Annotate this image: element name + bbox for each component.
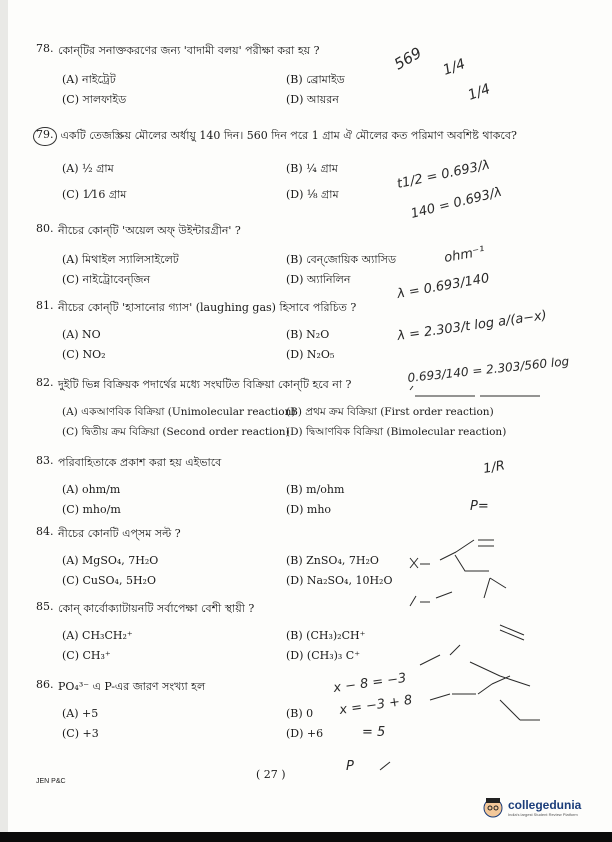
question-79 xyxy=(36,127,517,204)
option-b[interactable]: (B) m/ohm xyxy=(286,483,345,496)
note-formula-1: t1/2 = 0.693/λ xyxy=(395,157,492,192)
question-text: একটি তেজস্ক্রিয় মৌলের অর্ধায়ু 140 দিন। 560 দিন পরে 1 গ্রাম ঐ মৌলের কত পরিমাণ অবশিষ্ট থাকবে? xyxy=(60,129,517,142)
question-text: দুইটি ভিন্ন বিক্রিয়ক পদার্থের মধ্যে সংঘটিত বিক্রিয়া কোন্‌টি হবে না ? xyxy=(58,378,352,391)
option-a[interactable]: (A) একআণবিক বিক্রিয়া (Unimolecular reaction) xyxy=(62,406,296,418)
question-text: কোন্‌টির সনাক্তকরণের জন্য 'বাদামী বলয়' পরীক্ষা করা হয় ? xyxy=(58,44,320,57)
note-top-2: 1/4 xyxy=(440,56,468,79)
option-c[interactable]: (C) mho/m xyxy=(62,503,121,516)
option-d[interactable]: (D) অ্যানিলিন xyxy=(286,273,351,286)
note-formula-2: 140 = 0.693/λ xyxy=(409,184,504,222)
question-number: 80. xyxy=(36,222,54,235)
option-d[interactable]: (D) (CH₃)₃ C⁺ xyxy=(286,649,361,662)
question-82 xyxy=(36,376,506,441)
option-d[interactable]: (D) N₂O₅ xyxy=(286,348,335,361)
option-d[interactable]: (D) mho xyxy=(286,503,332,516)
option-c[interactable]: (C) CuSO₄, 5H₂O xyxy=(62,574,156,587)
option-b[interactable]: (B) ZnSO₄, 7H₂O xyxy=(286,554,379,567)
option-a[interactable]: (A) ohm/m xyxy=(62,483,121,496)
option-a[interactable]: (A) CH₃CH₂⁺ xyxy=(62,629,133,642)
option-c[interactable]: (C) সালফাইড xyxy=(62,93,127,106)
mascot-icon xyxy=(482,796,504,818)
question-78 xyxy=(36,42,506,107)
question-number: 79. xyxy=(33,127,57,146)
question-85 xyxy=(36,600,506,665)
note-formula-3: λ = 0.693/140 xyxy=(396,270,491,302)
option-c[interactable]: (C) নাইট্রোবেন্‌জিন xyxy=(62,273,151,286)
logo-text: collegedunia xyxy=(508,797,582,812)
question-number: 85. xyxy=(36,600,54,613)
note-formula-5: 0.693/140 = 2.303/560 log xyxy=(406,354,570,385)
option-d[interactable]: (D) দ্বিআণবিক বিক্রিয়া (Bimolecular reaction) xyxy=(286,426,507,438)
option-a[interactable]: (A) MgSO₄, 7H₂O xyxy=(62,554,159,567)
option-d[interactable]: (D) +6 xyxy=(286,727,324,740)
option-b[interactable]: (B) প্রথম ক্রম বিক্রিয়া (First order reaction) xyxy=(286,406,494,418)
sketch-stroke xyxy=(380,762,390,770)
note-ox-1: x − 8 = −3 xyxy=(332,670,408,696)
bottom-border xyxy=(0,832,612,842)
option-c[interactable]: (C) +3 xyxy=(62,727,99,740)
option-c[interactable]: (C) CH₃⁺ xyxy=(62,649,111,662)
note-top-1: 569 xyxy=(391,43,425,74)
page-edge xyxy=(0,0,8,842)
note-formula-4: λ = 2.303/t log a/(a−x) xyxy=(396,308,548,344)
question-number: 83. xyxy=(36,454,54,467)
option-c[interactable]: (C) 1⁄16 গ্রাম xyxy=(62,188,127,201)
option-d[interactable]: (D) Na₂SO₄, 10H₂O xyxy=(286,574,393,587)
option-a[interactable]: (A) +5 xyxy=(62,707,99,720)
question-84 xyxy=(36,525,506,590)
question-text: নীচের কোনটি এপ্‌সম সল্ট ? xyxy=(58,527,181,540)
question-number: 84. xyxy=(36,525,54,538)
question-text: PO₄³⁻ এ P-এর জারণ সংখ্যা হল xyxy=(58,680,206,693)
note-top-3: 1/4 xyxy=(465,81,493,104)
option-c[interactable]: (C) NO₂ xyxy=(62,348,106,361)
question-86 xyxy=(36,678,506,743)
question-number: 86. xyxy=(36,678,54,691)
question-83 xyxy=(36,454,506,519)
option-b[interactable]: (B) (CH₃)₂CH⁺ xyxy=(286,629,366,642)
option-d[interactable]: (D) আয়রন xyxy=(286,93,339,106)
option-b[interactable]: (B) ¼ গ্রাম xyxy=(286,162,338,175)
collegedunia-logo xyxy=(482,796,581,818)
note-stray: P xyxy=(346,759,354,774)
question-number: 81. xyxy=(36,299,54,312)
option-a[interactable]: (A) নাইট্রেট xyxy=(62,73,116,86)
question-text: কোন্‌ কার্বোক্যাটায়নটি সর্বাপেক্ষা বেশী স্থায়ী ? xyxy=(58,602,255,615)
note-mho-2: P= xyxy=(470,499,489,514)
option-a[interactable]: (A) মিথাইল স্যালিসাইলেট xyxy=(62,253,179,266)
note-unit: ohm⁻¹ xyxy=(443,244,487,266)
footer-code: JEN P&C xyxy=(36,778,66,785)
question-text: পরিবাহিতাকে প্রকাশ করা হয় এইভাবে xyxy=(58,456,222,469)
page-number: ( 27 ) xyxy=(256,768,286,781)
question-number: 82. xyxy=(36,376,54,389)
question-80 xyxy=(36,222,506,287)
option-c[interactable]: (C) দ্বিতীয় ক্রম বিক্রিয়া (Second order reaction) xyxy=(62,426,290,438)
option-b[interactable]: (B) N₂O xyxy=(286,328,330,341)
question-text: নীচের কোন্‌টি 'অয়েল অফ্‌ উইন্টারগ্রীন' ? xyxy=(58,224,241,237)
question-text: নীচের কোন্‌টি 'হাসানোর গ্যাস' (laughing gas) হিসাবে পরিচিত ? xyxy=(58,301,357,314)
question-number: 78. xyxy=(36,42,54,55)
option-d[interactable]: (D) ⅛ গ্রাম xyxy=(286,188,339,201)
option-b[interactable]: (B) ব্রোমাইড xyxy=(286,73,345,86)
logo-tagline: India's largest Student Review Platform xyxy=(508,811,578,817)
note-ox-3: = 5 xyxy=(362,725,386,740)
option-a[interactable]: (A) ½ গ্রাম xyxy=(62,162,114,175)
option-a[interactable]: (A) NO xyxy=(62,328,101,341)
note-ox-2: x = −3 + 8 xyxy=(338,692,414,718)
option-b[interactable]: (B) বেন্‌জোয়িক অ্যাসিড xyxy=(286,253,397,266)
note-mho-1: 1/R xyxy=(482,458,507,477)
question-81 xyxy=(36,299,506,364)
option-b[interactable]: (B) 0 xyxy=(286,707,314,720)
